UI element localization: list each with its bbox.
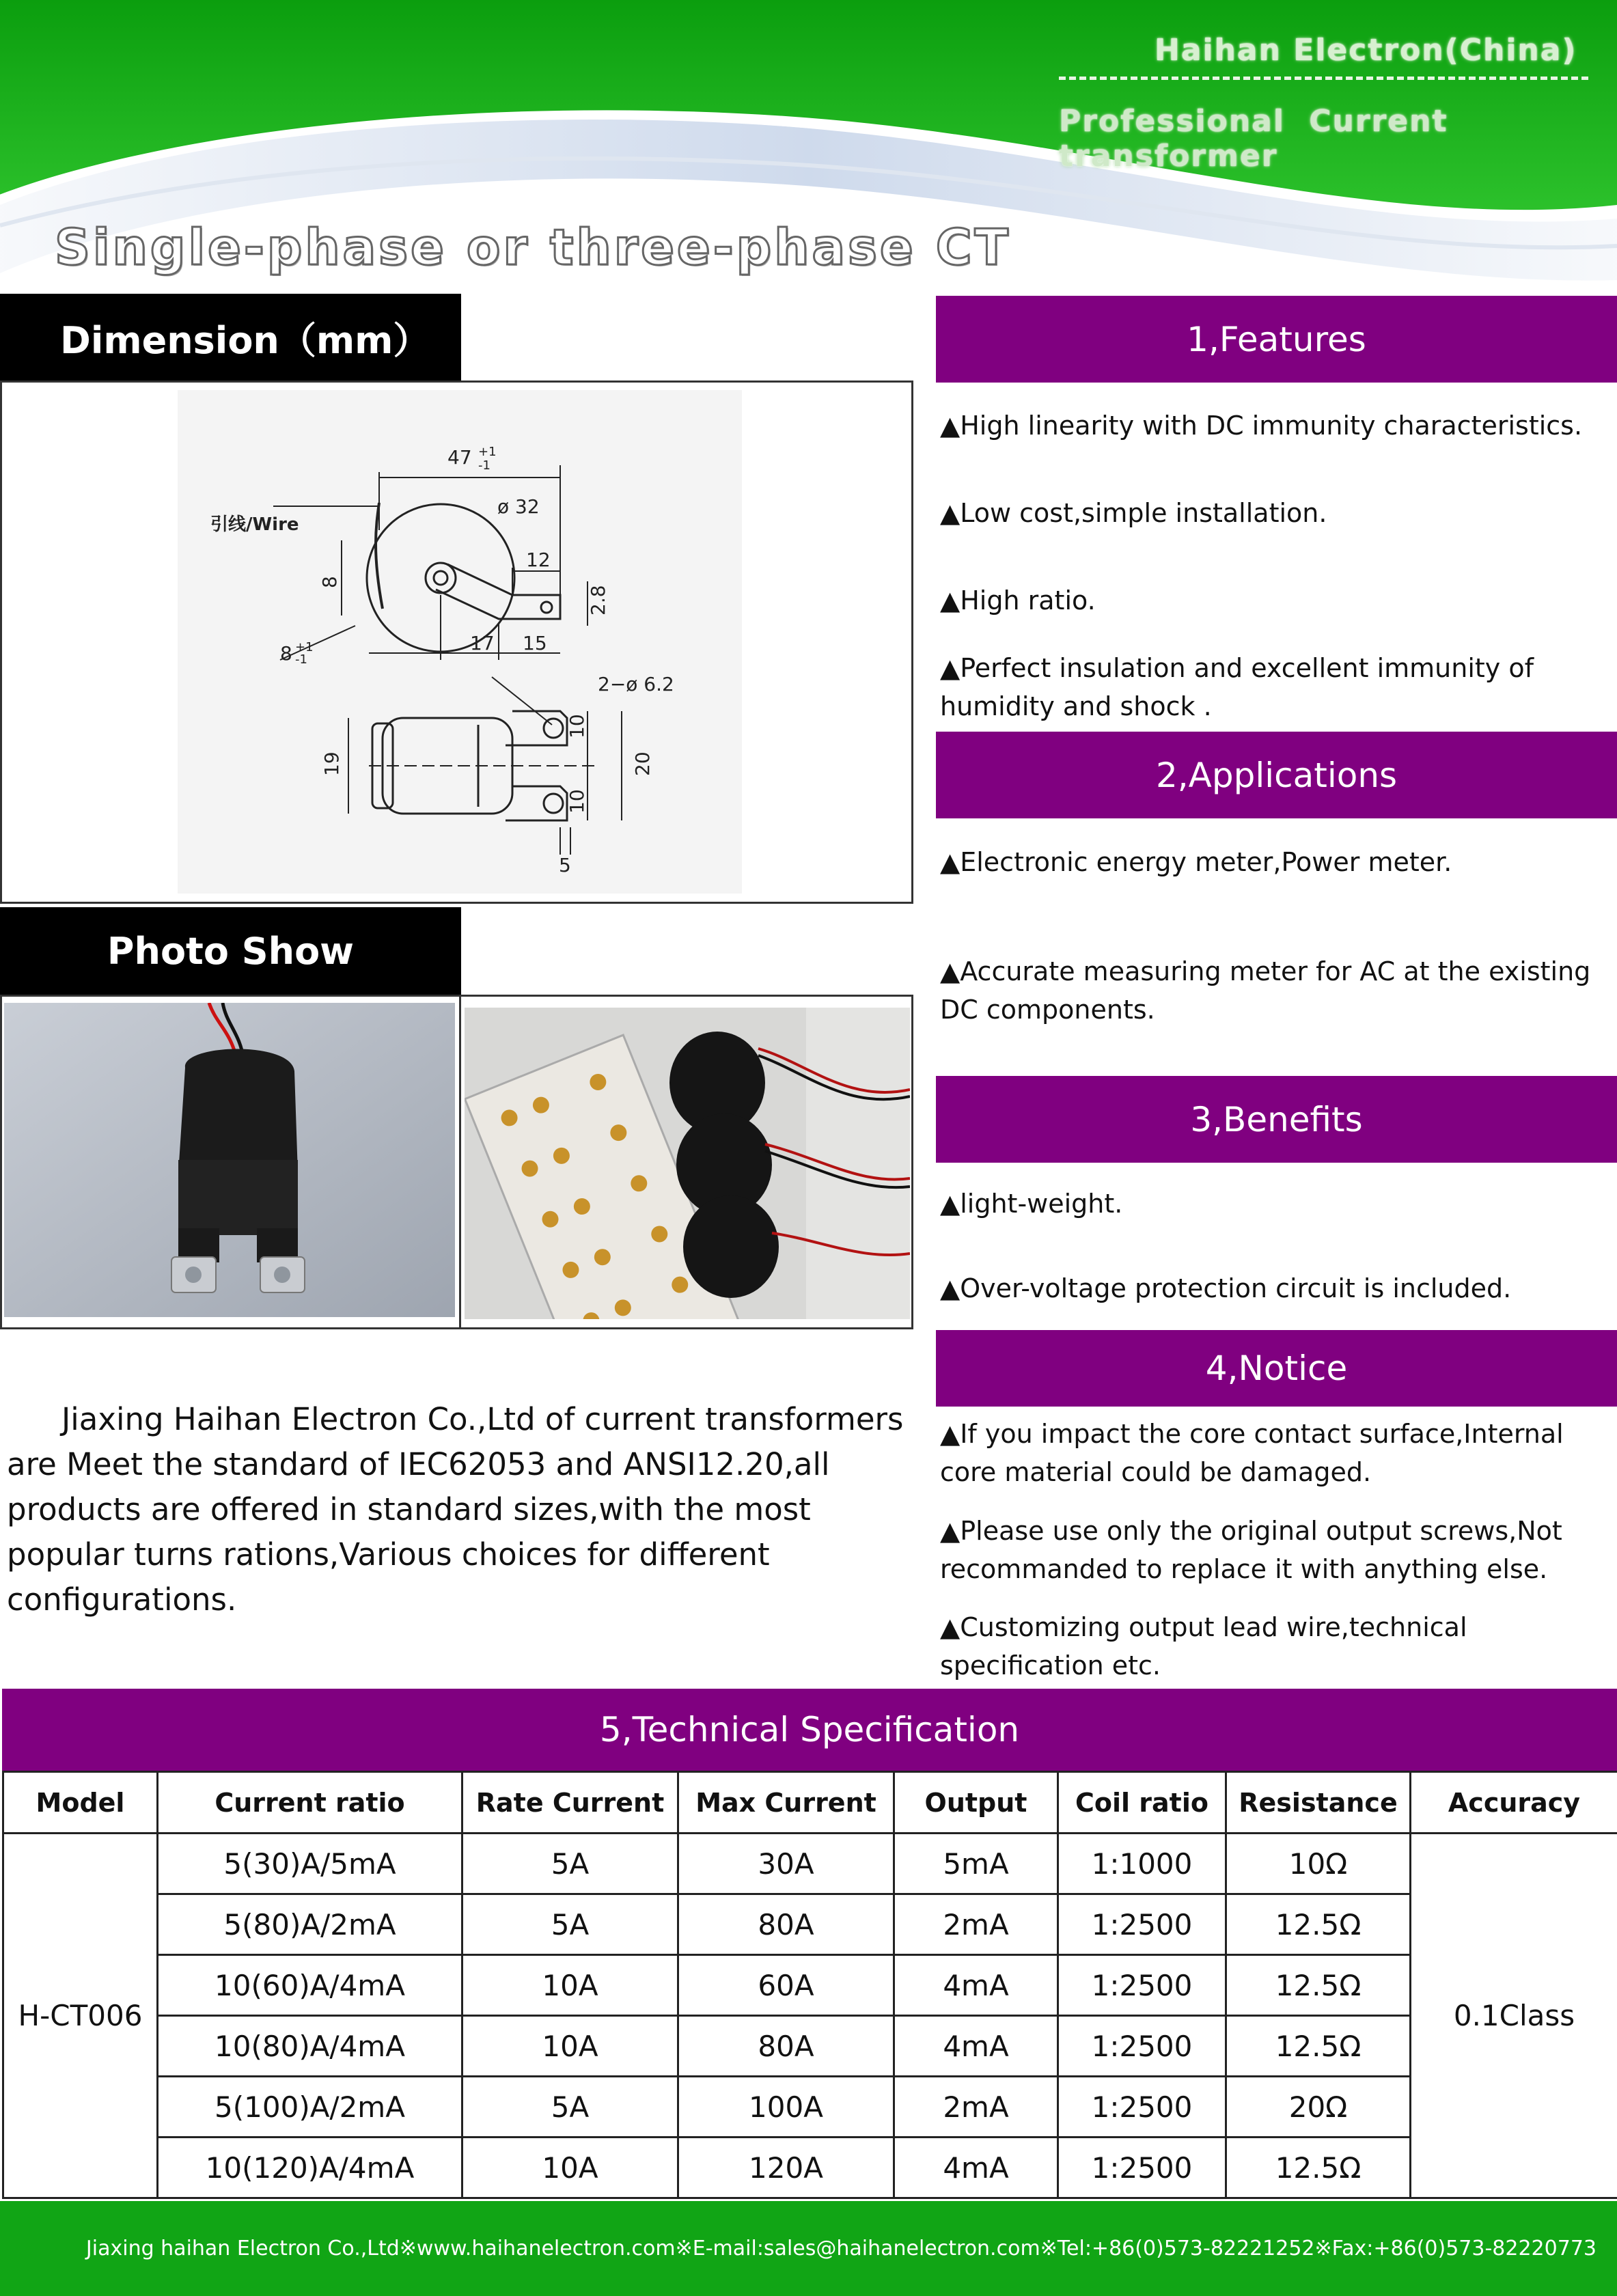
spec-heading: 5,Technical Specification	[2, 1689, 1617, 1771]
dim-20-label: 20	[631, 751, 654, 776]
table-cell: 4mA	[894, 2138, 1058, 2198]
dim-15-label: 15	[523, 632, 547, 654]
col-header: Accuracy	[1411, 1772, 1617, 1834]
feature-item: ▲Low cost,simple installation.	[940, 498, 1327, 528]
spec-header-row	[3, 1772, 1617, 1834]
ct-product-photo	[4, 1003, 455, 1317]
feature-item: ▲High linearity with DC immunity characteristics.	[940, 411, 1583, 441]
table-cell: 1:2500	[1058, 2016, 1226, 2077]
meter-installation-photo	[465, 1008, 910, 1319]
application-item: ▲Accurate measuring meter for AC at the existing DC components.	[940, 956, 1591, 1025]
table-row	[3, 2077, 1617, 2138]
dim-8a-label: 8	[318, 576, 341, 588]
dim-8b-tol-plus: +1	[295, 640, 314, 654]
table-cell: 10(80)A/4mA	[158, 2016, 462, 2077]
table-cell: 10Ω	[1226, 1834, 1411, 1894]
table-cell: 5(100)A/2mA	[158, 2077, 462, 2138]
col-header: Model	[3, 1772, 158, 1834]
table-row	[3, 1955, 1617, 2016]
company-intro-paragraph: Jiaxing Haihan Electron Co.,Ltd of current transformers are Meet the standard of IEC62053 and ANSI12.20,all products are offered in standard sizes,with the most popular turns rations,Various choices for different configurations.	[7, 1401, 904, 1618]
table-cell: 5(80)A/2mA	[158, 1894, 462, 1955]
table-cell: 1:2500	[1058, 2138, 1226, 2198]
feature-item: ▲Perfect insulation and excellent immunity of humidity and shock .	[940, 653, 1534, 721]
benefit-item: ▲light-weight.	[940, 1189, 1123, 1219]
dim-17-label: 17	[470, 632, 495, 654]
col-header: Current ratio	[158, 1772, 462, 1834]
table-row	[3, 1834, 1617, 1894]
photo-divider	[459, 995, 461, 1329]
notice-item: ▲Customizing output lead wire,technical specification etc.	[940, 1612, 1467, 1680]
col-header: Coil ratio	[1058, 1772, 1226, 1834]
table-cell: 12.5Ω	[1226, 1894, 1411, 1955]
col-header: Output	[894, 1772, 1058, 1834]
table-cell: 30A	[678, 1834, 894, 1894]
dim-10b-label: 10	[566, 789, 588, 814]
table-row	[3, 2016, 1617, 2077]
table-cell: 20Ω	[1226, 2077, 1411, 2138]
table-cell: 80A	[678, 1894, 894, 1955]
col-header: Resistance	[1226, 1772, 1411, 1834]
table-cell: 60A	[678, 1955, 894, 2016]
dimension-drawing	[178, 390, 742, 894]
page-header	[0, 0, 1617, 287]
table-row	[3, 2138, 1617, 2198]
table-cell: 1:2500	[1058, 1894, 1226, 1955]
table-cell: 1:1000	[1058, 1834, 1226, 1894]
feature-item: ▲High ratio.	[940, 585, 1096, 616]
table-cell: 100A	[678, 2077, 894, 2138]
notice-item: ▲If you impact the core contact surface,Internal core material could be damaged.	[940, 1419, 1564, 1487]
table-cell: 4mA	[894, 2016, 1058, 2077]
table-cell: 80A	[678, 2016, 894, 2077]
spec-table	[2, 1771, 1617, 2199]
applications-heading: 2,Applications	[936, 732, 1617, 818]
col-header: Rate Current	[462, 1772, 678, 1834]
dimension-heading: Dimension（mm）	[0, 294, 461, 381]
application-item: ▲Electronic energy meter,Power meter.	[940, 847, 1452, 877]
photo-show-heading: Photo Show	[0, 907, 461, 995]
page-footer	[0, 2201, 1617, 2296]
col-header: Max Current	[678, 1772, 894, 1834]
table-cell: 2mA	[894, 1894, 1058, 1955]
dim-holes-label: 2−ø 6.2	[598, 673, 674, 695]
table-cell: 5(30)A/5mA	[158, 1834, 462, 1894]
table-cell: 5A	[462, 1834, 678, 1894]
dim-8b-label: 8	[280, 642, 292, 665]
table-cell: 10(120)A/4mA	[158, 2138, 462, 2198]
dim-10a-label: 10	[566, 714, 588, 738]
table-cell: 120A	[678, 2138, 894, 2198]
table-cell: 5mA	[894, 1834, 1058, 1894]
table-cell: 12.5Ω	[1226, 1955, 1411, 2016]
table-cell: 10A	[462, 1955, 678, 2016]
table-cell: 12.5Ω	[1226, 2138, 1411, 2198]
dim-5-label: 5	[559, 854, 571, 876]
table-cell: 1:2500	[1058, 2077, 1226, 2138]
dim-8b-tol-minus: -1	[295, 652, 307, 667]
table-cell: 10A	[462, 2016, 678, 2077]
header-company-name: Haihan Electron(China)	[1155, 33, 1577, 68]
dim-19-label: 19	[320, 751, 343, 776]
table-cell: 5A	[462, 1894, 678, 1955]
dim-diameter-label: ø 32	[497, 495, 540, 518]
header-tagline: Professional Current transformer	[1059, 104, 1448, 174]
dim-wire-label: 引线/Wire	[210, 514, 299, 535]
dim-2-8-label: 2.8	[587, 585, 609, 616]
table-row	[3, 1894, 1617, 1955]
table-cell: 1:2500	[1058, 1955, 1226, 2016]
dim-width-tol-minus: -1	[478, 458, 490, 473]
table-cell: 2mA	[894, 2077, 1058, 2138]
accuracy-cell: 0.1Class	[1411, 1834, 1617, 2198]
features-heading: 1,Features	[936, 296, 1617, 383]
table-cell: 12.5Ω	[1226, 2016, 1411, 2077]
table-cell: 10(60)A/4mA	[158, 1955, 462, 2016]
table-cell: 5A	[462, 2077, 678, 2138]
benefits-heading: 3,Benefits	[936, 1076, 1617, 1163]
table-cell: 4mA	[894, 1955, 1058, 2016]
page-title: Single-phase or three-phase CT	[55, 219, 1011, 276]
notice-item: ▲Please use only the original output screws,Not recommanded to replace it with anything else.	[940, 1516, 1562, 1584]
notice-heading: 4,Notice	[936, 1330, 1617, 1407]
footer-contact-text: Jiaxing haihan Electron Co.,Ltd※www.haihanelectron.com※E-mail:sales@haihanelectron.com※Tel:+86(0)573-82221252※Fax:+86(0)573-82220773	[85, 2237, 1597, 2260]
model-cell: H-CT006	[3, 1834, 158, 2198]
table-cell: 10A	[462, 2138, 678, 2198]
dim-width-label: 47	[447, 446, 472, 469]
dim-12-label: 12	[526, 549, 551, 571]
benefit-item: ▲Over-voltage protection circuit is included.	[940, 1273, 1512, 1303]
dim-width-tol-plus: +1	[478, 445, 497, 459]
header-dashed-divider	[1059, 77, 1588, 80]
